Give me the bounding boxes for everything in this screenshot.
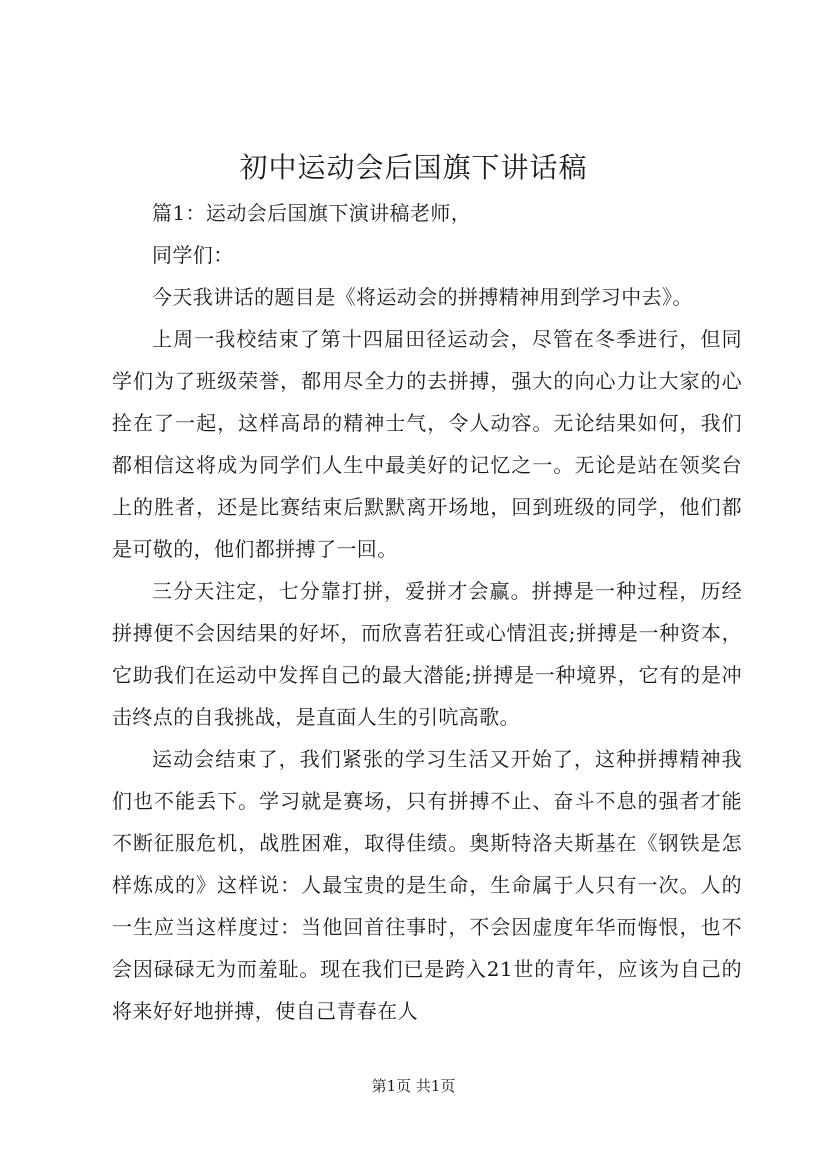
- paragraph: 篇1：运动会后国旗下演讲稿老师，: [152, 201, 472, 225]
- document-body: [112, 192, 742, 1032]
- document-title: 初中运动会后国旗下讲话稿: [239, 151, 588, 184]
- page-footer: [0, 1074, 827, 1098]
- paragraph: 同学们：: [152, 243, 234, 267]
- paragraph: 运动会结束了，我们紧张的学习生活又开始了，这种拼搏精神我们也不能丢下。学习就是赛场，只有拼搏不止、奋斗不息的强者才能不断征服危机，战胜困难，取得佳绩。奥斯特洛夫斯基在《钢铁是怎样炼成的》这样说：人最宝贵的是生命，生命属于人只有一次。人的一生应当这样度过：当他回首往事时，不会因虚度年华而悔恨，也不会因碌碌无为而羞耻。现在我们已是跨入21世的青年，应该为自己的将来好好地拼搏，使自己青春在人: [112, 747, 742, 1023]
- page-number: 第1页 共1页: [371, 1077, 456, 1095]
- paragraph: 上周一我校结束了第十四届田径运动会，尽管在冬季进行，但同学们为了班级荣誉，都用尽全力的去拼搏，强大的向心力让大家的心拴在了一起，这样高昂的精神士气，令人动容。无论结果如何，我们都相信这将成为同学们人生中最美好的记忆之一。无论是站在领奖台上的胜者，还是比赛结束后默默离开场地，回到班级的同学，他们都是可敬的，他们都拼搏了一回。: [112, 327, 742, 561]
- paragraph: 三分天注定，七分靠打拼，爱拼才会赢。拼搏是一种过程，历经拼搏便不会因结果的好坏，而欣喜若狂或心情沮丧;拼搏是一种资本，它助我们在运动中发挥自己的最大潜能;拼搏是一种境界，它有的是冲击终点的自我挑战，是直面人生的引吭高歌。: [112, 579, 742, 729]
- paragraph: 今天我讲话的题目是《将运动会的拼搏精神用到学习中去》。: [152, 285, 693, 309]
